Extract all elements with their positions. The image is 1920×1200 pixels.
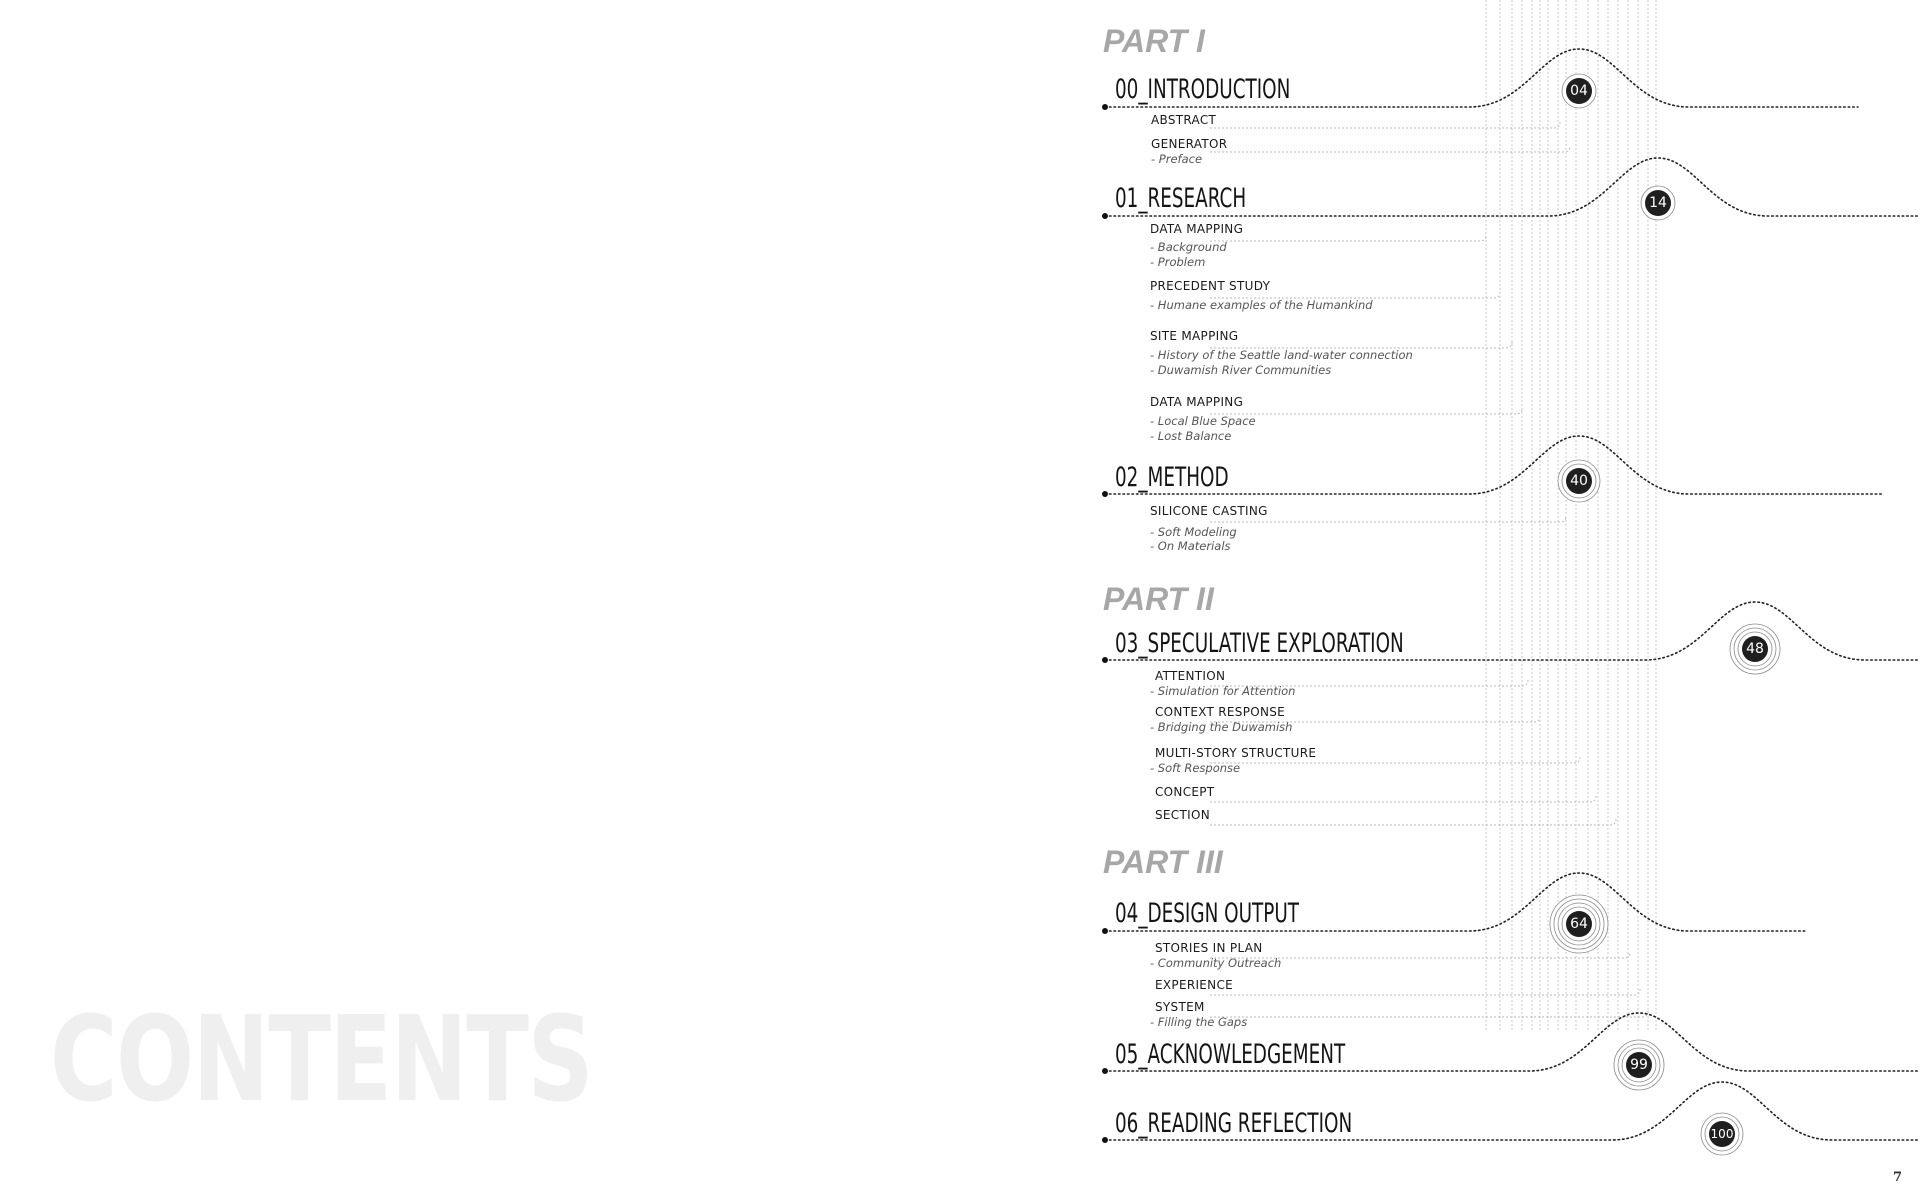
section-title-research[interactable]: 01_RESEARCH: [1115, 183, 1247, 214]
subitem-note: - Duwamish River Communities: [1150, 363, 1332, 377]
subitem-note: - Problem: [1150, 255, 1206, 269]
subitem-concept[interactable]: CONCEPT: [1155, 785, 1215, 799]
bullet-dot: [1102, 657, 1108, 663]
page-number-speculative-exploration[interactable]: 48: [1746, 641, 1764, 657]
subitem-connector: [1210, 122, 1560, 128]
subitem-stories-in-plan[interactable]: STORIES IN PLAN: [1155, 941, 1263, 955]
section-title-introduction[interactable]: 00_INTRODUCTION: [1115, 74, 1291, 105]
subitem-system[interactable]: SYSTEM: [1155, 1000, 1205, 1014]
folio-page-number: 7: [1893, 1170, 1903, 1185]
section-title-speculative-exploration[interactable]: 03_SPECULATIVE EXPLORATION: [1115, 628, 1404, 659]
subitem-note: - Bridging the Duwamish: [1150, 720, 1293, 734]
part-label-2: PART II: [1103, 581, 1214, 617]
page-number-design-output[interactable]: 64: [1570, 916, 1588, 932]
bullet-dot: [1102, 213, 1108, 219]
subitem-attention[interactable]: ATTENTION: [1155, 669, 1226, 683]
subitem-silicone-casting[interactable]: SILICONE CASTING: [1150, 504, 1268, 518]
subitem-note: - Humane examples of the Humankind: [1150, 298, 1373, 312]
bullet-dot: [1102, 928, 1108, 934]
subitem-connector: [1210, 146, 1570, 152]
subitem-note: - Preface: [1151, 152, 1203, 166]
subitem-experience[interactable]: EXPERIENCE: [1155, 978, 1234, 992]
section-title-acknowledgement[interactable]: 05_ACKNOWLEDGEMENT: [1115, 1039, 1346, 1070]
subitem-data-mapping-2[interactable]: DATA MAPPING: [1150, 395, 1244, 409]
subitem-data-mapping[interactable]: DATA MAPPING: [1150, 222, 1244, 236]
subitem-note: - Local Blue Space: [1150, 414, 1256, 428]
bullet-dot: [1102, 1137, 1108, 1143]
page-number-introduction[interactable]: 04: [1570, 83, 1588, 99]
subitem-note: - Soft Response: [1150, 761, 1241, 775]
subitem-multi-story-structure[interactable]: MULTI-STORY STRUCTURE: [1155, 746, 1317, 760]
page-number-reading-reflection[interactable]: 100: [1710, 1127, 1734, 1141]
subitem-note: - On Materials: [1150, 539, 1231, 553]
subitem-note: - Simulation for Attention: [1150, 684, 1296, 698]
part-label-1: PART I: [1103, 23, 1205, 59]
subitem-note: - History of the Seattle land-water connection: [1150, 348, 1413, 362]
subitem-note: - Community Outreach: [1150, 956, 1282, 970]
subitem-connector: [1210, 1011, 1648, 1017]
subitem-site-mapping[interactable]: SITE MAPPING: [1150, 329, 1239, 343]
section-title-reading-reflection[interactable]: 06_READING REFLECTION: [1115, 1108, 1353, 1139]
subitem-connector: [1210, 235, 1486, 241]
section-title-design-output[interactable]: 04_DESIGN OUTPUT: [1115, 898, 1299, 929]
subitem-connector: [1210, 796, 1596, 802]
subitem-connector: [1210, 408, 1522, 414]
bullet-dot: [1102, 104, 1108, 110]
subitem-note: - Filling the Gaps: [1150, 1015, 1248, 1029]
subitem-note: - Soft Modeling: [1150, 525, 1237, 539]
subitem-precedent-study[interactable]: PRECEDENT STUDY: [1150, 279, 1271, 293]
page-number-acknowledgement[interactable]: 99: [1630, 1057, 1648, 1073]
page-number-method[interactable]: 40: [1570, 473, 1588, 489]
subitem-context-response[interactable]: CONTEXT RESPONSE: [1155, 705, 1286, 719]
section-title-method[interactable]: 02_METHOD: [1115, 462, 1229, 493]
subitem-note: - Background: [1150, 240, 1227, 254]
bullet-dot: [1102, 1068, 1108, 1074]
page-number-research[interactable]: 14: [1649, 195, 1667, 211]
subitem-section[interactable]: SECTION: [1155, 808, 1210, 822]
subitem-generator[interactable]: GENERATOR: [1151, 137, 1228, 151]
page-title: CONTENTS: [50, 990, 593, 1128]
bullet-dot: [1102, 491, 1108, 497]
subitem-abstract[interactable]: ABSTRACT: [1151, 113, 1217, 127]
subitem-note: - Lost Balance: [1150, 429, 1232, 443]
subitem-connector: [1210, 819, 1616, 825]
part-label-3: PART III: [1103, 844, 1223, 880]
